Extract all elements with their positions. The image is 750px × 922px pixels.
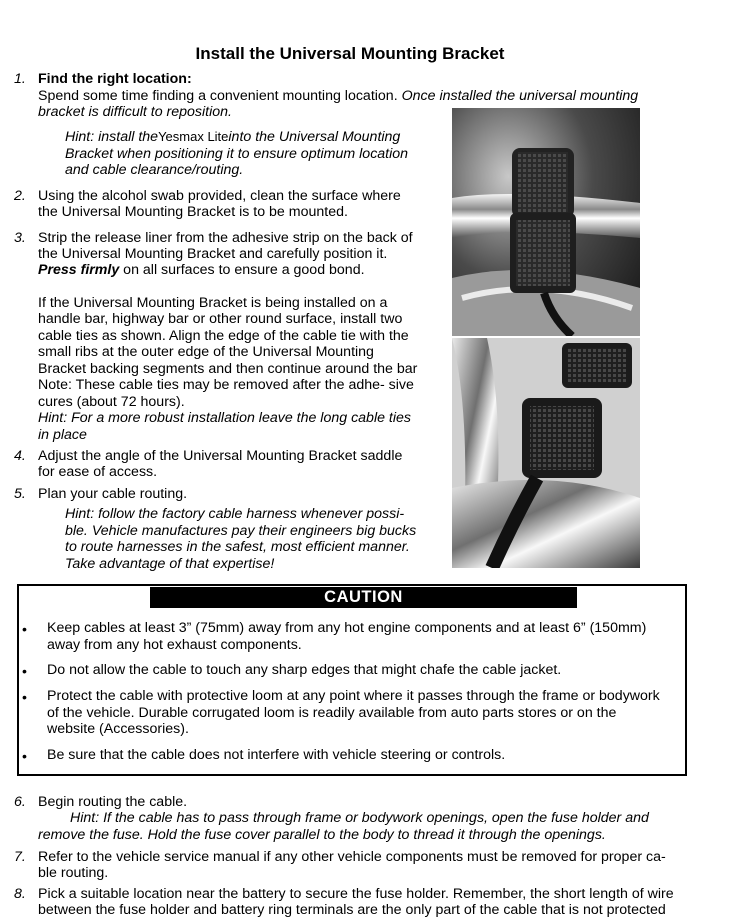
- step-text: handle bar, highway bar or other round surface, install two: [38, 311, 403, 327]
- caution-text: Be sure that the cable does not interfere with vehicle steering or controls.: [47, 747, 506, 763]
- caution-text: of the vehicle. Durable corrugated loom is readily available from auto parts stores or on the: [47, 705, 617, 721]
- step-text: Bracket backing segments and then continue around the bar: [38, 361, 418, 377]
- step-heading: Find the right location:: [38, 71, 192, 87]
- caution-text: Protect the cable with protective loom at any point where it passes through the frame or bodywork: [47, 688, 660, 704]
- hint-text: Bracket when positioning it to ensure optimum location: [65, 146, 409, 162]
- step-text: cures (about 72 hours).: [38, 394, 185, 410]
- step-text: between the fuse holder and battery ring terminals are the only part of the cable that is not protected: [38, 902, 666, 918]
- step-text: Pick a suitable location near the battery to secure the fuse holder. Remember, the short length of wire: [38, 886, 674, 902]
- step-text: for ease of access.: [38, 464, 158, 480]
- bullet: •: [22, 664, 27, 680]
- hint-text: Hint: install theYesmax Liteinto the Universal Mounting: [65, 129, 401, 145]
- step-text: small ribs at the outer edge of the Universal Mounting: [38, 344, 374, 360]
- hint-text: remove the fuse. Hold the fuse cover parallel to the body to thread it through the openings.: [38, 827, 606, 843]
- step-number: 6.: [14, 794, 26, 810]
- step-text: Plan your cable routing.: [38, 486, 188, 502]
- step-number: 2.: [14, 188, 26, 204]
- step-text: If the Universal Mounting Bracket is being installed on a: [38, 295, 388, 311]
- hint-text: Take advantage of that expertise!: [65, 556, 275, 572]
- hint-text: Hint: For a more robust installation leave the long cable ties: [38, 410, 412, 426]
- bracket-photo-top: [452, 108, 640, 336]
- step-text: Strip the release liner from the adhesive strip on the back of: [38, 230, 413, 246]
- step-text: Using the alcohol swab provided, clean the surface where: [38, 188, 401, 204]
- step-text: ble routing.: [38, 865, 109, 881]
- step-number: 1.: [14, 71, 26, 87]
- step-number: 8.: [14, 886, 26, 902]
- bullet: •: [22, 622, 27, 638]
- step-number: 5.: [14, 486, 26, 502]
- step-text: cable ties as shown. Align the edge of the cable tie with the: [38, 328, 409, 344]
- hint-text: ble. Vehicle manufactures pay their engineers big bucks: [65, 523, 417, 539]
- step-text: Refer to the vehicle service manual if any other vehicle components must be removed for proper ca-: [38, 849, 666, 865]
- step-text: Adjust the angle of the Universal Mounting Bracket saddle: [38, 448, 403, 464]
- caution-heading: CAUTION: [150, 587, 577, 608]
- step-text: the Universal Mounting Bracket and carefully position it.: [38, 246, 388, 262]
- page-title: Install the Universal Mounting Bracket: [195, 44, 505, 63]
- bracket-photo-bottom: [452, 338, 640, 568]
- hint-text: in place: [38, 427, 87, 443]
- bullet: •: [22, 749, 27, 765]
- caution-text: away from any hot exhaust components.: [47, 637, 302, 653]
- step-text: Begin routing the cable.: [38, 794, 188, 810]
- caution-text: Keep cables at least 3” (75mm) away from any hot engine components and at least 6” (150mm): [47, 620, 647, 636]
- hint-text: to route harnesses in the safest, most efficient manner.: [65, 539, 410, 555]
- step-text: bracket is difficult to reposition.: [38, 104, 232, 120]
- step-number: 3.: [14, 230, 26, 246]
- step-number: 7.: [14, 849, 26, 865]
- hint-text: Hint: If the cable has to pass through frame or bodywork openings, open the fuse holder and: [70, 810, 649, 826]
- step-text: Note: These cable ties may be removed after the adhe- sive: [38, 377, 414, 393]
- bullet: •: [22, 690, 27, 706]
- step-text: Press firmly on all surfaces to ensure a good bond.: [38, 262, 365, 278]
- step-text: the Universal Mounting Bracket is to be mounted.: [38, 204, 348, 220]
- hint-text: and cable clearance/routing.: [65, 162, 244, 178]
- step-text: Spend some time finding a convenient mounting location. Once installed the universal mounting: [38, 88, 639, 104]
- caution-text: Do not allow the cable to touch any sharp edges that might chafe the cable jacket.: [47, 662, 562, 678]
- step-number: 4.: [14, 448, 26, 464]
- caution-text: website (Accessories).: [47, 721, 189, 737]
- hint-text: Hint: follow the factory cable harness whenever possi-: [65, 506, 405, 522]
